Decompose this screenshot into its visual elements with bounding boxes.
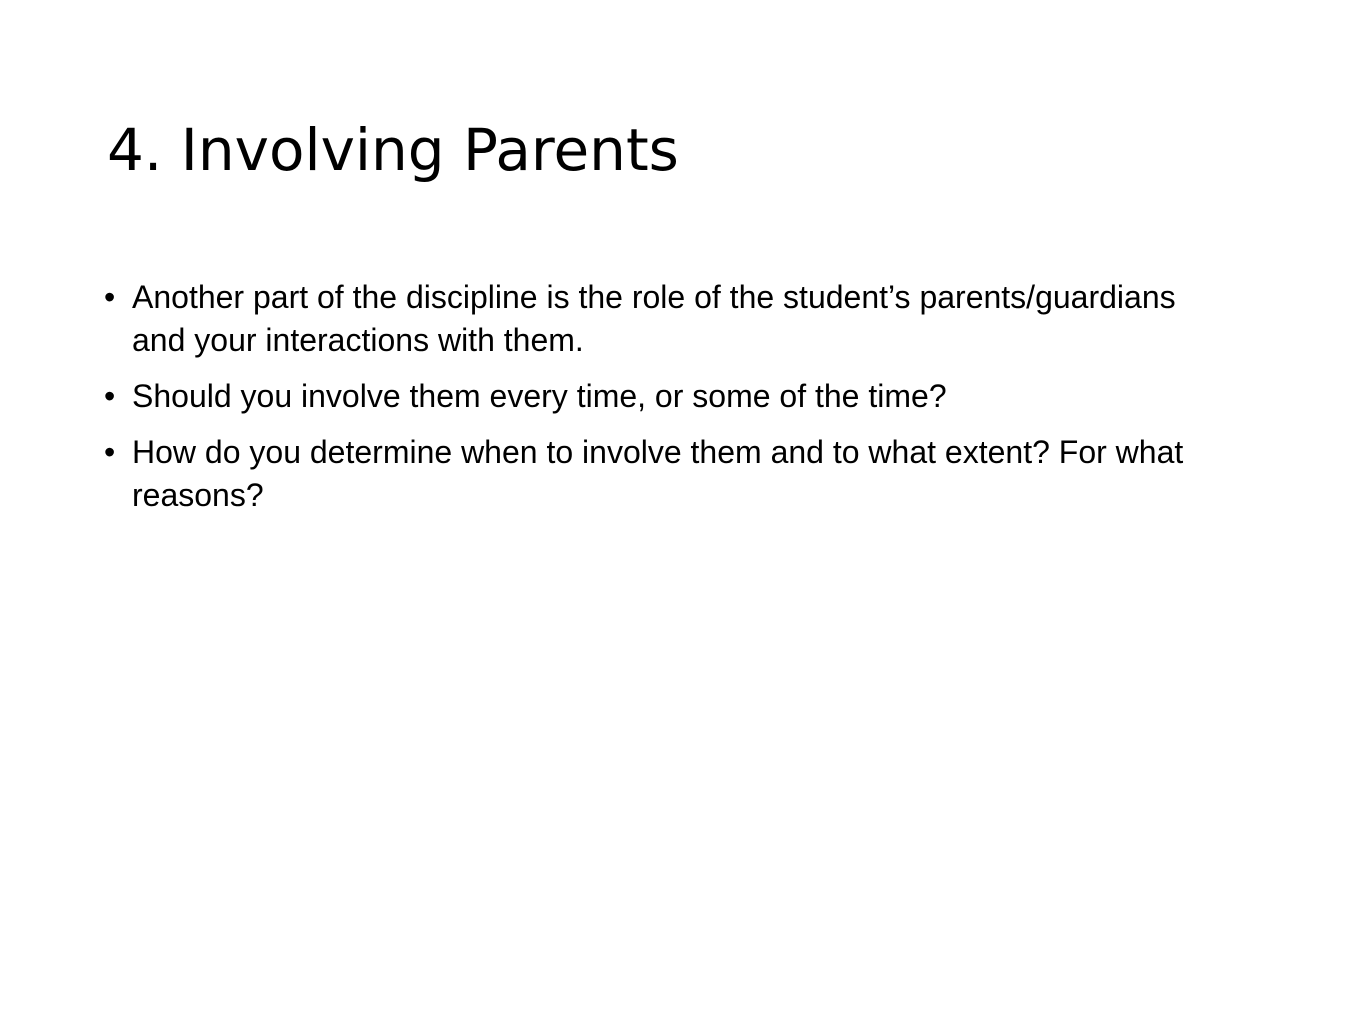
bullet-text: Another part of the discipline is the role of the student’s parents/guardians and your interactions with them. (132, 279, 1176, 358)
bullet-icon: • (104, 279, 116, 315)
bullet-text: Should you involve them every time, or some of the time? (132, 378, 947, 414)
bullet-icon: • (104, 378, 116, 414)
bullet-text: How do you determine when to involve them and to what extent? For what reasons? (132, 434, 1184, 513)
bullet-list (104, 276, 1224, 530)
slide-title: 4. Involving Parents (107, 116, 679, 184)
bullet-icon: • (104, 434, 116, 470)
bullet-item (104, 431, 1224, 517)
bullet-item (104, 276, 1224, 362)
bullet-item (104, 375, 1224, 418)
